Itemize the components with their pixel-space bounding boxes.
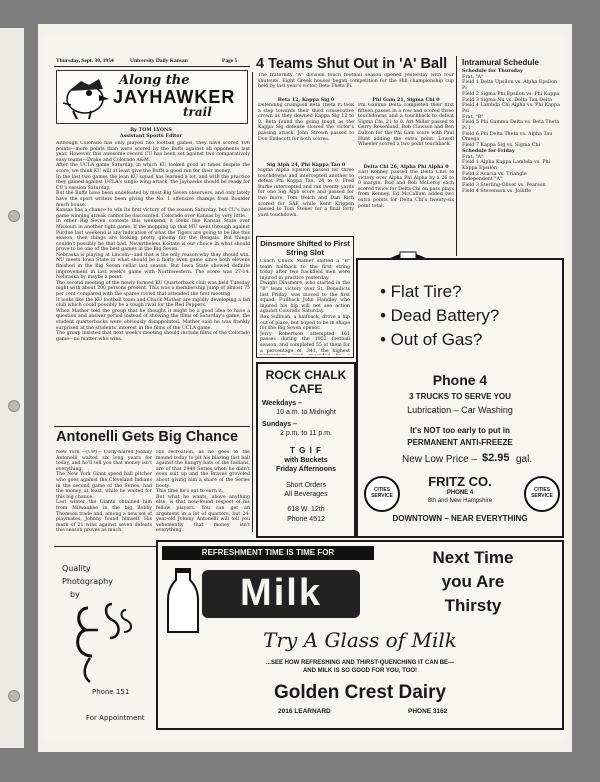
- adjacent-page-edge: [0, 28, 24, 748]
- schedule-item: Field 4 Stevenson vs. Jolliffe: [462, 188, 531, 194]
- sundays-label: Sundays –: [262, 421, 298, 428]
- binder-hole: [8, 210, 20, 222]
- masthead-rule: [54, 66, 250, 67]
- ad-bullet-dead-battery: • Dead Battery?: [380, 306, 500, 325]
- cities-service-text: CITIES SERVICE: [531, 487, 553, 499]
- cities-service-text: CITIES SERVICE: [371, 487, 393, 499]
- photo-ad-line-1: Quality: [62, 564, 91, 573]
- photo-ad-tag: For Appointment: [86, 714, 145, 722]
- schedule-item: Field 5 Phi Gamma Delta vs. Beta Theta Pi I: [462, 120, 560, 132]
- schedule-item: Field 1 Alpha Kappa Lambda vs. Phi Kappa Epsilon: [462, 160, 551, 171]
- thursday-label: Schedule for Thursday: [462, 68, 523, 74]
- column-divider: [252, 72, 253, 532]
- refresh-banner-text: REFRESHMENT TIME IS TIME FOR: [201, 548, 335, 557]
- intramural-title: Intramural Schedule: [462, 58, 539, 67]
- logo-line-2: JAYHAWKER: [113, 87, 236, 107]
- fritz-address: 8th and New Hampshire: [427, 498, 493, 504]
- frat-a-label: Frat. "A": [462, 74, 484, 80]
- column-body: Although Colorado has only played two football games, they have scored 106 points—more points than were scored by the Buffs against all opponents last year. However this awesome record CU has been set against two comparatively easy teams—Drake and Colorado A&M. After the UCLA game Saturday, in which KU looked good at times despite the score, we think KU will at least give the Buffs a good run for their money. In the last two games the lean KU squad has learned a lot, and with the practice they gained against UCLA's single wing attack, the Jayhawks should be ready for CU's version Saturday. But the Buffs have been undefeated by most Big Seven observers, and only lately have the sport writers been giving the No. 1 offensive champs from Boulder much house. Kansas has a chance to win its first victory of the season Saturday, but CU's two game winning streak cannot be discounted. Colorado over Kansas by very little. In other Big Seven contests this weekend, it looks like Kansas State over Missouri in another tight game. If the mopping up that MU went through against Purdue last weekend is any indication of what the Tigers are going to be like this season, then things are looking pretty gloomy for the Bengals. But things couldn't possibly be that bad. Nevertheless K-State is our choice in what should prove to be one of the best games in the Big Seven. Nebraska is playing at Lincoln—and that is the only reason why they should win. NU meets Iowa State in what should be a fairly even game since both elevens finished in the Big Seven cellar last season. But Iowa State showed definite improvement in last week's game with Northwestern. The score was 27-14. Nebraska by maybe a point. The second meeting of the newly formed KU Quarterback club was held Tuesday night with about 200 persons present. This was a membership jump of almost 75 per cent compared with the sparse crowd that attended the first meeting. It looks like the KU football team and Chuck Mather are rapidly developing a fan club which could possibly be a tough rival for the Red Peppers. When Mather told the group that he thought it might be a good idea to have a question and answer period instead of showing the films of Saturday's game, the student quarterbacks were obviously disappointed. Mather said he was frankly surprised at the students' interest in the films of the UCLA game. The group insisted that next week's meeting should include films of the Colorado game—no matter who wins.: [56, 141, 250, 342]
- sunday-hours: 2 p.m. to 11 p.m.: [279, 430, 332, 437]
- tgif: T G I F: [290, 446, 322, 455]
- orders-line-1: Short Orders: [285, 482, 327, 489]
- tgif-line-2: Friday Afternoons: [275, 466, 337, 473]
- fritz-tagline: DOWNTOWN – NEAR EVERYTHING: [392, 514, 528, 523]
- section-rule: [54, 426, 250, 427]
- ad-bullet-out-of-gas: • Out of Gas?: [380, 330, 483, 349]
- ad-bullet-flat-tire: • Flat Tire?: [380, 282, 462, 301]
- four-teams-headline: 4 Teams Shut Out in 'A' Ball: [256, 56, 448, 72]
- price-unit: gal.: [516, 454, 533, 465]
- milk-logo-block: [202, 570, 360, 618]
- next-time-3: Thirsty: [444, 596, 502, 615]
- antonelli-headline: Antonelli Gets Big Chance: [56, 429, 239, 445]
- newspaper-page: [44, 36, 564, 740]
- schedule-item: Field 2 Acacia vs. Triangle: [462, 171, 527, 177]
- weekday-hours: 10 a.m. to Midnight: [276, 409, 336, 416]
- independent-label: Independent "A": [462, 177, 503, 183]
- next-time-2: you Are: [441, 572, 505, 591]
- orders-line-2: All Beverages: [284, 491, 328, 498]
- intramural-schedule: [462, 69, 560, 194]
- services-line: Lubrication – Car Washing: [407, 405, 513, 415]
- byline: By TOM LYONS: [130, 127, 172, 133]
- tgif-line-1: with Buckets: [284, 457, 328, 464]
- schedule-item: Field 7 Kappa Sig vs. Sigma Chi: [462, 143, 541, 149]
- game-4-body: Earl Kenney passed the Delta Chis to victory over Alpha Phi Alpha by a 26 to 0 margin. Bud and Bob McLeroy each scored twice for Delta Chi on pass plays from Kenney. Ed McCallum added two extra points for Delta Chi's twenty-six point total.: [358, 170, 454, 209]
- game-2-body: Sigma Alpha Epsilon passed for three touchdowns and intercepted another to defeat Phi Kappa Tau, 24 to 0. Fred Burke intercepted and ran twenty yards for one Sig Alph score and passed for two more. Tom Welch and Dan Rich scored for SAE while Kent Krippen passed to Tom Steker for a final forty yard touchdown.: [258, 168, 354, 218]
- column-divider: [456, 56, 457, 256]
- es-monogram-icon: [68, 596, 148, 686]
- game-3-subhead: Phi Gam 21, Sigma Chi 0: [372, 97, 440, 103]
- jayhawk-mascot-icon: [59, 73, 111, 121]
- photo-ad-phone: Phone 151: [92, 688, 130, 696]
- weekdays-label: Weekdays –: [262, 400, 302, 407]
- dairy-address: 2016 LEARNARD: [278, 708, 331, 715]
- game-3-body: Phi Gamma Delta completed their first fifteen passes in a row and scored three touchdowns and a touchback to defeat Sigma Chi, 21 to 0. Art Miller passed to Gerry Rosenlund, Bob Clawson and Ben Dalton for the Phi Gam score with Paul Hunt adding the extra point. Lowell Wheeler scored a two point touchback.: [358, 103, 454, 148]
- game-1-subhead: Beta 12, Kappa Sig 0: [277, 97, 335, 103]
- dairy-company-name: Golden Crest Dairy: [273, 682, 447, 703]
- frat-a-label: Frat. "A": [462, 154, 484, 160]
- schedule-item: Field 3 Sigma Nu vs. Delta Tau Delta: [462, 97, 553, 103]
- fritz-company-name: FRITZ CO.: [428, 474, 492, 489]
- dinsmore-headline: Dinsmore Shifted to First String Slot: [260, 239, 350, 257]
- antonelli-col-2: His recreation, as he goes to the mound today to pit his blazing fast ball against the hungry bats of the Indians, are of that 1948 Series when he didn't even suit up and the Braves groveled about giving him a share of the Series booty. This time he's out to earn it. But what he wants, above anything else, is that new-found respect of his fellow players. You can get an argument in a lot of quarters, but 24-year-old Johnny Antonelli will tell you vehemently that money isn't everything.: [156, 450, 250, 534]
- logo-line-3: trail: [183, 105, 212, 119]
- dinsmore-story: [256, 236, 354, 358]
- photo-ad-line-3: by: [70, 590, 80, 599]
- binder-hole: [8, 400, 20, 412]
- milk-logo-text: Milk: [240, 572, 322, 614]
- byline-role: Assistant Sports Editor: [119, 133, 183, 139]
- not-early-line: It's NOT too early to put in: [410, 426, 510, 435]
- game-1-body: Defending champion Beta Theta Pi took a step towards their third consecutive crown as they downed Kappa Sig 12 to 0. Beta found the going tough as the Kappa Sig defense slowed the victor's passing attack. John Strown passed to Don Endecott for both scores.: [258, 103, 354, 142]
- fritz-company-phone: PHONE 4: [446, 490, 474, 496]
- dairy-blurb-1: ...SEE HOW REFRESHING AND THIRST-QUENCHING IT CAN BE—: [265, 660, 455, 666]
- antifreeze-line: PERMANENT ANTI-FREEZE: [407, 438, 513, 447]
- masthead-page: Page 5: [222, 58, 238, 64]
- masthead-paper: University Daily Kansan: [130, 58, 188, 64]
- milk-bottle-icon: [166, 566, 200, 636]
- golden-crest-dairy-ad: [156, 540, 564, 730]
- jayhawker-logo: [56, 70, 248, 124]
- schedule-item: Field 4 Lambda Chi Alpha vs. Phi Kappa Psi: [462, 103, 560, 114]
- photo-ad-line-2: Photography: [62, 577, 113, 586]
- price-label: New Low Price –: [402, 454, 478, 465]
- schedule-item: Field 3 Sterling-Oliver vs. Pearson: [462, 183, 546, 189]
- game-4-subhead: Delta Chi 26, Alpha Phi Alpha 0: [363, 164, 449, 170]
- antonelli-col-1: New York —(UP)— Curly-haired Johnny Antonelli waited six long years for today, and he'll tell you that money isn't everything. The New York Giant speed ball pitcher who goes against the Cleveland Indians in the second game of the Series, had the money, at least, while he waited for this big chance. Last winter the Giants obtained him from Milwaukee in the big Bobby Thomson trade and, among a new set of playmates, Johnny found himself. His mark of 21 wins against seven defeats this season proves as much.: [56, 450, 152, 534]
- schedule-item: Field 1 Delta Upsilon vs. Alpha Epsilon Pi: [462, 80, 557, 92]
- trucks-line: 3 TRUCKS TO SERVE YOU: [409, 392, 511, 401]
- logo-line-1: Along the: [119, 73, 190, 88]
- photography-ad: [56, 556, 152, 734]
- cafe-address: 618 W. 12th: [287, 506, 325, 513]
- cafe-phone: Phone 4512: [287, 516, 325, 523]
- binder-hole: [8, 690, 20, 702]
- dairy-blurb-2: AND MILK IS SO GOOD FOR YOU, TOO!: [302, 668, 418, 674]
- four-teams-intro: The fraternity "A" division touch football season opened yesterday with four shutouts. Eight Greek houses began competition for the Hill championship cup held by last year's victor, Beta Theta Pi.: [258, 73, 454, 90]
- price-value: $2.95: [482, 452, 510, 464]
- cafe-name-1: ROCK CHALK: [265, 368, 347, 382]
- fritz-phone-headline: Phone 4: [432, 372, 488, 388]
- cafe-name-2: CAFE: [289, 382, 323, 396]
- friday-label: Schedule for Friday: [462, 147, 515, 154]
- dairy-phone: PHONE 3162: [408, 708, 448, 715]
- try-a-glass: Try A Glass of Milk: [263, 628, 457, 652]
- fritz-co-ad: [356, 258, 564, 538]
- rock-chalk-cafe-ad: [256, 362, 356, 538]
- dinsmore-body: Coach Chuck Mather shifted a "B" team halfback to the first string today after two backfield men were injured in practice yesterday. Dwight Dinsmore, who started in the "B" team victory over St. Benedicts last Friday, was moved to the first squad. Fullback John Handley who injured his hip will not see action against Colorado Saturday. Rex Sullivan, a halfback, drove a hip out of place, but hoped to be in shape for the Big Seven opener. Jerry Robertson attempted 161 passes during the 1952 football season, and completed 55 of them for a percentage of .341, the highest: [260, 259, 350, 354]
- game-2-subhead: Sig Alph 24, Phi Kappa Tau 0: [266, 162, 346, 168]
- frat-b-label: Frat. "B": [462, 114, 484, 120]
- schedule-item: Field 6 Phi Delta Theta vs. Alpha Tau Omega: [462, 131, 553, 143]
- masthead-date: Thursday, Sept. 30, 1954: [56, 58, 114, 64]
- schedule-item: Field 2 Sigma Phi Epsilon vs. Phi Kappa: [462, 91, 560, 97]
- next-time-1: Next Time: [432, 548, 514, 567]
- refresh-banner: [162, 546, 374, 560]
